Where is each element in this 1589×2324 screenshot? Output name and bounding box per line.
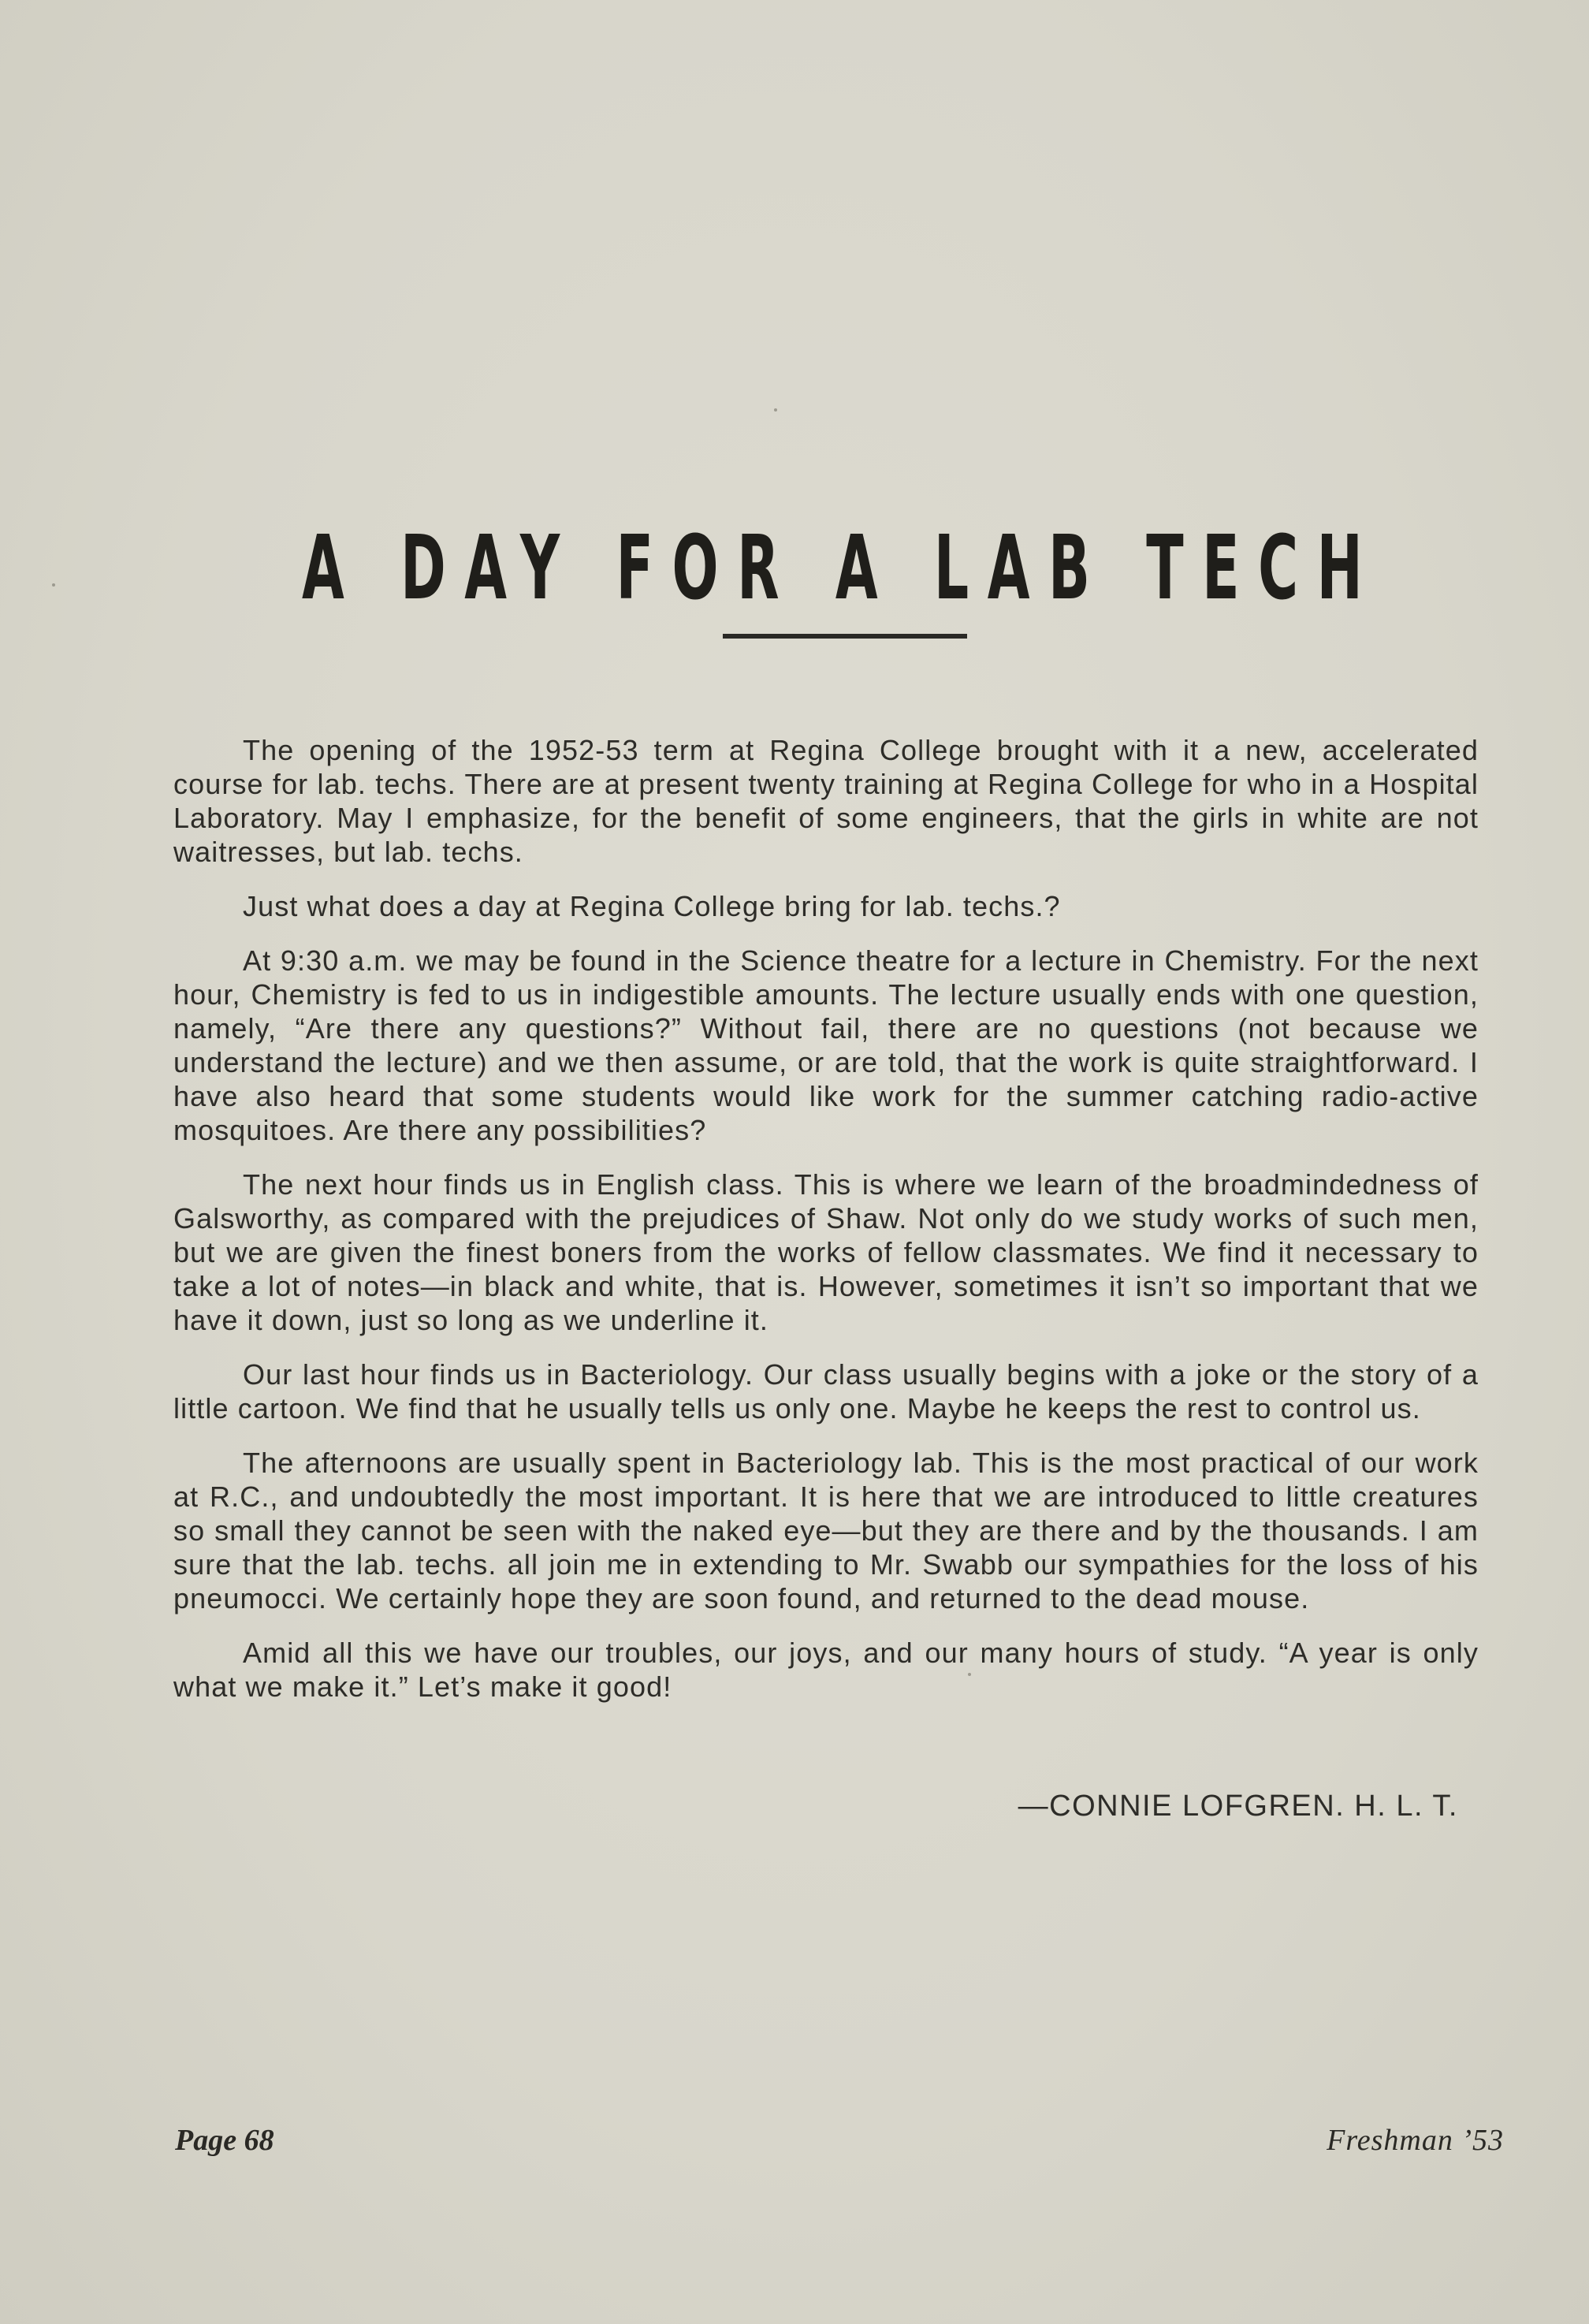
page-number: Page 68 <box>175 2124 274 2157</box>
article-paragraph: Just what does a day at Regina College bring for lab. techs.? <box>243 890 1061 922</box>
article-paragraph: The afternoons are usually spent in Bacteriology lab. This is the most practical of our work at R.C., and undoubtedly the most important. It is here that we are introduced to little creatures so small they cannot be seen with the naked eye—but they are there and by the thousands. I am sure that the lab. techs. all join me in extending to Mr. Swabb our sympathies for the loss of his pneumocci. We certainly hope they are soon found, and returned to the dead mouse. <box>173 1447 1479 1615</box>
article-paragraph: The opening of the 1952-53 term at Regina College brought with it a new, accelerated course for lab. techs. There are at present twenty training at Regina College for who in a Hospital Laboratory. May I emphasize, for the benefit of some engineers, that the girls in white are not waitresses, but lab. techs. <box>173 734 1479 868</box>
paper-speck <box>774 408 777 412</box>
paper-speck <box>52 583 55 587</box>
article-paragraph: The next hour finds us in English class. This is where we learn of the broadmindedness of Galsworthy, as compared with the prejudices of Shaw. Not only do we study works of such men, but we are given the finest boners from the works of fellow classmates. We find it necessary to take a lot of notes—in black and white, that is. However, sometimes it isn’t so important that we have it down, just so long as we underline it. <box>173 1168 1479 1336</box>
article-body <box>173 733 1479 1724</box>
publication-name: Freshman ’53 <box>1327 2124 1504 2157</box>
article-paragraph: Amid all this we have our troubles, our joys, and our many hours of study. “A year is only what we make it.” Let’s make it good! <box>173 1637 1479 1703</box>
article-title: A DAY FOR A LAB TECH <box>302 517 1382 620</box>
article-paragraph: Our last hour finds us in Bacteriology. Our class usually begins with a joke or the story of a little cartoon. We find that he usually tells us only one. Maybe he keeps the rest to control us. <box>173 1358 1479 1425</box>
title-divider <box>723 634 967 639</box>
author-signature: —CONNIE LOFGREN. H. L. T. <box>1018 1790 1458 1823</box>
article-paragraph: At 9:30 a.m. we may be found in the Science theatre for a lecture in Chemistry. For the next hour, Chemistry is fed to us in indigestible amounts. The lecture usually ends with one question, namely, “Are there any questions?” Without fail, there are no questions (not because we understand the lecture) and we then assume, or are told, that the work is quite straightforward. I have also heard that some students would like work for the summer catching radio-active mosquitoes. Are there any possibilities? <box>173 944 1479 1146</box>
